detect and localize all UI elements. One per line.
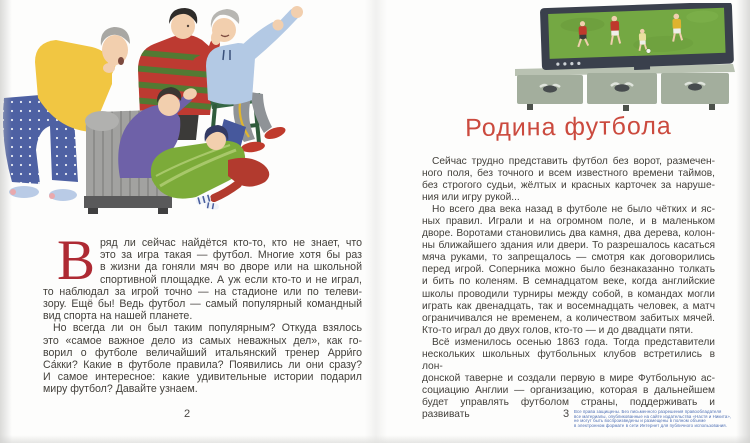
tv-cabinet xyxy=(515,64,735,111)
copyright-notice: Все права защищены. Без письменного разрешения правообладателя все материалы, опубликованные на сайте издательства «Настя и Никита», не могут быть воспроизведены и размещены в полном объеме в электронном формате в сети Интернет для публичного использования. xyxy=(574,409,732,428)
paragraph-1: Сейчас трудно представить футбол без ворот, размечен- ного поля, без точного и всем известного времени таймов, без строгого судьи, жёлтых и красных карточек за наруше- ния или игру рукой... xyxy=(422,156,715,204)
left-page-text xyxy=(43,229,362,396)
paragraph-1-full-lines: то наблюдал за игрой точно — на стадионе или по телеви- зору. Ещё бы! Ведь футбол — самый популярный командный вид спорта на нашей планете. xyxy=(43,285,362,323)
page-gutter-shadow xyxy=(365,0,387,443)
paragraph-1-wrapped-lines: ряд ли сейчас найдётся кто-то, кто не знает, что это за игра такая — футбол. Многие хотя бы раз в жизни да гоняли мяч во дворе или на школьной спортивной площадке. А уж если кто-то и не играл, xyxy=(100,237,362,286)
page-number-left: 2 xyxy=(183,408,191,420)
paragraph-dropcap xyxy=(43,229,362,323)
chapter-title: Родина футбола xyxy=(465,111,672,143)
page-number-right: 3 xyxy=(562,408,570,420)
paragraph-2: Но всегда ли он был таким популярным? Откуда взялось это «самое важное дело из самых неважных дел», как го- ворил о футболе величайший итальянский тренер Арри́го Са́кки? Какие в футболе правила? Появились ли они сразу? И самое интересное: какие удивительные истории подарил миру футбол? Давайте узнаем. xyxy=(43,322,362,396)
tv-on-cabinet-illustration xyxy=(513,3,748,111)
television xyxy=(540,3,734,73)
paragraph-3: Всё изменилось осенью 1863 года. Тогда представители нескольких школьных футбольных клубов встретились в лон- донской таверне и создали первую в мире Футбольную ас- социацию Англии — организацию, которая в дальнейшем будет управлять футболом страны, поддерживать и развивать xyxy=(422,336,715,420)
paragraph-2: Но всего два века назад в футболе не было чётких и яс- ных правил. Играли и на огромном поле, и в маленьком дворе. Воротами становились два камня, два дерева, колон- ны ближайшего здания или двери. То разрешалось касаться мяча руками, то запрещалось — смотря как договорились перед игрой. Соперника можно было безнаказанно толкать и бить по коленям. В семнадцатом веке, когда английские школы проводили турниры между собой, в командах могли играть как двенадцать, так и восемнадцать человек, а матч ограничивался не временем, а количеством забитых мячей. Кто-то играл до двух голов, кто-то — и до двадцати пяти. xyxy=(422,204,715,336)
family-watching-tv-illustration xyxy=(0,0,340,235)
page-edge-shadow-bottom xyxy=(0,435,750,443)
right-page-text xyxy=(422,156,715,421)
drop-cap-letter: В xyxy=(57,229,96,292)
